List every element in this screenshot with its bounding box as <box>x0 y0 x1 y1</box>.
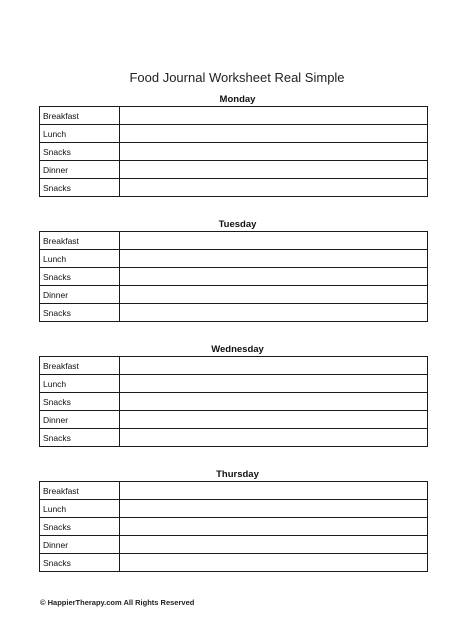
table-row <box>40 393 428 411</box>
copyright-footer: © HappierTherapy.com All Rights Reserved <box>40 598 195 607</box>
day-heading: Tuesday <box>218 219 257 230</box>
table-row <box>40 286 428 304</box>
meal-table <box>39 231 428 322</box>
table-row <box>40 107 428 125</box>
meal-label: Breakfast <box>40 107 120 125</box>
meal-label: Breakfast <box>40 482 120 500</box>
meal-label: Dinner <box>40 161 120 179</box>
entry-cell[interactable] <box>120 357 428 375</box>
entry-cell[interactable] <box>120 500 428 518</box>
meal-label: Dinner <box>40 536 120 554</box>
meal-label: Lunch <box>40 375 120 393</box>
meal-label: Snacks <box>40 393 120 411</box>
table-row <box>40 518 428 536</box>
table-row <box>40 554 428 572</box>
meal-label: Snacks <box>40 518 120 536</box>
meal-label: Dinner <box>40 286 120 304</box>
entry-cell[interactable] <box>120 429 428 447</box>
meal-label: Snacks <box>40 429 120 447</box>
entry-cell[interactable] <box>120 304 428 322</box>
day-section-tuesday <box>39 219 428 322</box>
entry-cell[interactable] <box>120 179 428 197</box>
entry-cell[interactable] <box>120 143 428 161</box>
day-section-thursday <box>39 469 428 572</box>
table-row <box>40 500 428 518</box>
meal-table <box>39 106 428 197</box>
entry-cell[interactable] <box>120 107 428 125</box>
meal-label: Snacks <box>40 179 120 197</box>
entry-cell[interactable] <box>120 232 428 250</box>
table-row <box>40 268 428 286</box>
table-row <box>40 232 428 250</box>
entry-cell[interactable] <box>120 482 428 500</box>
entry-cell[interactable] <box>120 268 428 286</box>
entry-cell[interactable] <box>120 161 428 179</box>
day-heading: Thursday <box>216 469 259 480</box>
day-heading: Wednesday <box>211 344 264 355</box>
day-section-monday <box>39 94 428 197</box>
entry-cell[interactable] <box>120 375 428 393</box>
meal-label: Lunch <box>40 500 120 518</box>
table-row <box>40 411 428 429</box>
meal-label: Dinner <box>40 411 120 429</box>
table-row <box>40 179 428 197</box>
table-row <box>40 125 428 143</box>
meal-table <box>39 481 428 572</box>
meal-label: Lunch <box>40 125 120 143</box>
meal-label: Snacks <box>40 268 120 286</box>
entry-cell[interactable] <box>120 250 428 268</box>
meal-label: Snacks <box>40 554 120 572</box>
table-row <box>40 429 428 447</box>
entry-cell[interactable] <box>120 393 428 411</box>
entry-cell[interactable] <box>120 518 428 536</box>
table-row <box>40 250 428 268</box>
entry-cell[interactable] <box>120 286 428 304</box>
table-row <box>40 357 428 375</box>
entry-cell[interactable] <box>120 554 428 572</box>
entry-cell[interactable] <box>120 536 428 554</box>
table-row <box>40 375 428 393</box>
entry-cell[interactable] <box>120 411 428 429</box>
meal-table <box>39 356 428 447</box>
table-row <box>40 161 428 179</box>
meal-label: Breakfast <box>40 357 120 375</box>
table-row <box>40 536 428 554</box>
meal-label: Snacks <box>40 304 120 322</box>
page-title: Food Journal Worksheet Real Simple <box>129 70 345 85</box>
entry-cell[interactable] <box>120 125 428 143</box>
day-section-wednesday <box>39 344 428 447</box>
day-heading: Monday <box>219 94 256 105</box>
table-row <box>40 482 428 500</box>
meal-label: Breakfast <box>40 232 120 250</box>
meal-label: Lunch <box>40 250 120 268</box>
table-row <box>40 143 428 161</box>
meal-label: Snacks <box>40 143 120 161</box>
table-row <box>40 304 428 322</box>
